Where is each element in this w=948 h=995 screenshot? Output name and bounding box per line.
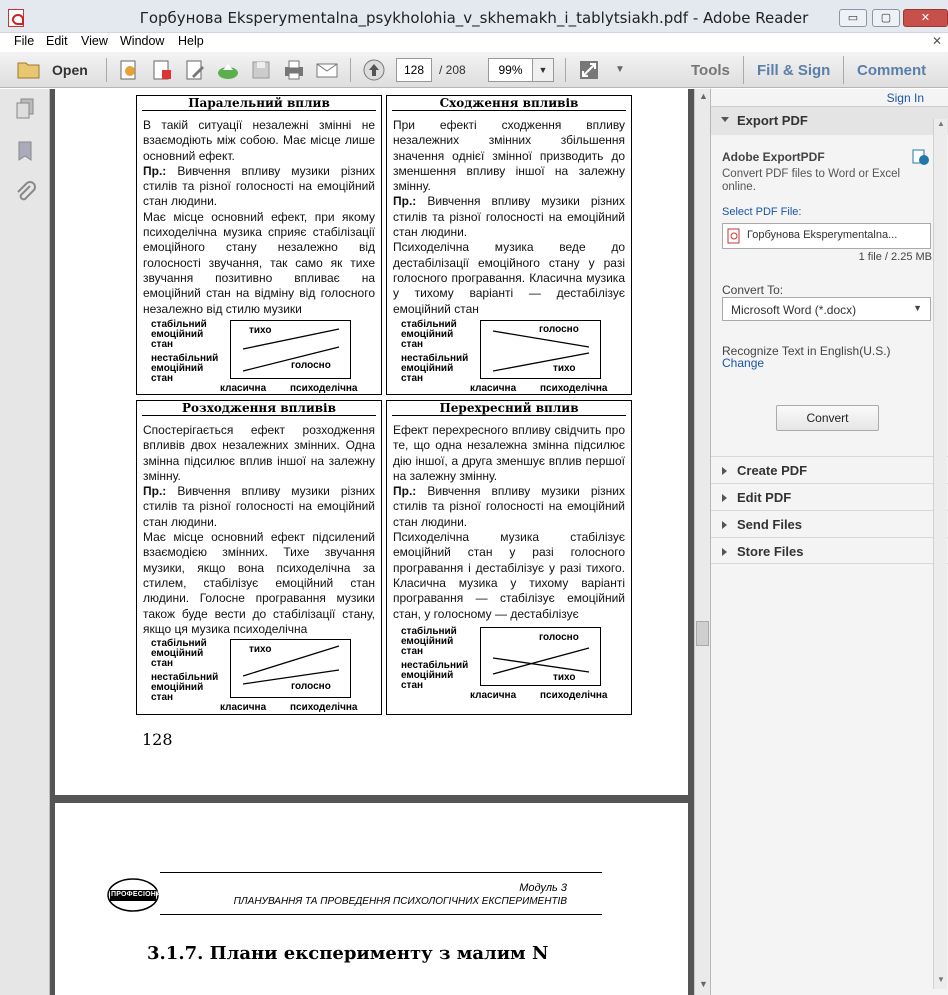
y-label-unstable: нестабільний емоційний стан <box>151 353 219 384</box>
x-label-classical: класична <box>470 690 517 701</box>
y-label-unstable: нестабільний емоційний стан <box>401 353 469 384</box>
navigation-pane <box>0 89 50 995</box>
y-label-unstable: нестабільний емоційний стан <box>151 672 219 703</box>
x-label-psychedelic: психоделічна <box>290 383 358 394</box>
open-folder-icon[interactable] <box>16 58 42 82</box>
panel-intro: Ефект перехресного впливу свідчить про те, що одна незалежна змінна підсилює дію іншої, а друга зменшує вплив першої на залежну змінну. <box>393 423 625 483</box>
page-number: 128 <box>142 730 173 749</box>
y-label-stable: стабільний емоційний стан <box>401 626 457 657</box>
create-pdf-label: Create PDF <box>737 463 808 478</box>
line-label-loud: голосно <box>539 632 579 643</box>
page-number-input[interactable] <box>396 58 432 82</box>
edit-pdf-icon[interactable] <box>183 58 207 82</box>
tab-fill-sign[interactable]: Fill & Sign <box>757 62 831 79</box>
window-title: Горбунова Eksperymentalna_psykholohia_v_skhemakh_i_tablytsiakh.pdf - Adobe Reader <box>139 9 809 27</box>
menu-edit[interactable]: Edit <box>46 34 68 48</box>
create-pdf-section[interactable] <box>711 456 948 483</box>
edit-pdf-section[interactable] <box>711 483 948 510</box>
panel-intro: Спостерігається ефект розходження впливів двох незалежних змінних. Одна змінна підсилює вплив іншої на залежну змінну. <box>143 423 375 483</box>
send-files-label: Send Files <box>737 517 803 532</box>
scroll-up-icon[interactable]: ▲ <box>699 91 708 101</box>
expanded-arrow-icon <box>721 117 729 122</box>
chevron-down-icon: ▼ <box>913 303 922 313</box>
export-pdf-header[interactable] <box>711 107 948 135</box>
plot-area <box>480 320 601 379</box>
page-thumbnails-icon[interactable] <box>14 97 38 126</box>
collapsed-arrow-icon <box>722 467 727 475</box>
tab-tools[interactable]: Tools <box>691 62 730 79</box>
fit-page-icon[interactable] <box>577 58 601 82</box>
plot-area <box>480 627 601 686</box>
line-label-quiet: тихо <box>249 644 272 655</box>
line-label-quiet: тихо <box>553 672 576 683</box>
example-prefix: Пр.: <box>143 484 167 499</box>
menu-help[interactable]: Help <box>178 34 204 48</box>
export-pdf-icon[interactable] <box>150 58 174 82</box>
convert-to-value: Microsoft Word (*.docx) <box>731 303 857 317</box>
change-language-link[interactable]: Change <box>722 356 765 370</box>
toolbar-options-icon[interactable]: ▼ <box>615 64 625 75</box>
panel-body: Психоделічна музика веде до дестабілізації емоційного стану у разі голосного програвання. Класична музика у тихому варіанті — дестабілізує емоційний стан <box>393 240 625 316</box>
close-document-icon[interactable]: ✕ <box>931 34 942 48</box>
panel-cross-influence <box>386 400 632 715</box>
module-title: ПЛАНУВАННЯ ТА ПРОВЕДЕННЯ ПСИХОЛОГІЧНИХ ЕКСПЕРИМЕНТІВ <box>233 896 567 907</box>
scroll-down-icon[interactable]: ▼ <box>699 979 708 989</box>
scroll-up-icon[interactable]: ▲ <box>937 119 945 128</box>
previous-page-icon[interactable] <box>362 58 386 82</box>
panel-title: Розходження впливів <box>142 401 376 416</box>
plot-area <box>230 320 351 379</box>
open-button[interactable]: Open <box>52 62 88 78</box>
pdf-page-129 <box>55 803 688 995</box>
x-label-classical: класична <box>220 383 267 394</box>
panel-title: Сходження впливів <box>392 96 626 111</box>
y-label-stable: стабільний емоційний стан <box>151 638 207 669</box>
bookmarks-icon[interactable] <box>14 139 38 168</box>
zoom-input[interactable] <box>488 58 532 82</box>
example-text: Вивчення впливу музики різних стилів та різної голосності на емоційний стан людини. <box>143 163 375 209</box>
module-label: Модуль 3 <box>519 882 567 894</box>
x-label-classical: класична <box>220 702 267 713</box>
example-prefix: Пр.: <box>143 163 167 178</box>
tools-panel <box>710 89 948 995</box>
maximize-button[interactable]: ▢ <box>872 9 900 27</box>
line-label-loud: голосно <box>291 360 331 371</box>
vertical-scrollbar[interactable] <box>694 89 710 995</box>
menu-window[interactable]: Window <box>120 34 165 48</box>
title-bar <box>0 0 948 33</box>
line-label-quiet: тихо <box>249 325 272 336</box>
zoom-dropdown-icon[interactable]: ▼ <box>532 58 554 82</box>
y-label-unstable: нестабільний емоційний стан <box>401 660 469 691</box>
selected-file-field[interactable] <box>722 223 931 249</box>
minimize-button[interactable]: ▭ <box>839 9 867 27</box>
tab-comment[interactable]: Comment <box>857 62 927 79</box>
collapsed-arrow-icon <box>722 494 727 502</box>
send-files-section[interactable] <box>711 510 948 537</box>
menu-view[interactable]: View <box>81 34 108 48</box>
selected-file-name: Горбунова Eksperymentalna... <box>747 229 898 241</box>
logo-text: ПРОФЕСІОНАЛ <box>111 891 167 898</box>
publisher-logo <box>106 877 167 913</box>
example-prefix: Пр.: <box>393 194 417 209</box>
export-pdf-title: Export PDF <box>737 113 808 128</box>
select-file-label: Select PDF File: <box>722 206 802 218</box>
convert-button[interactable]: Convert <box>776 405 879 431</box>
pdf-file-icon <box>727 228 741 249</box>
scroll-down-icon[interactable]: ▼ <box>937 975 945 984</box>
panel-intro: При ефекті сходження впливу незалежних змінних збільшення значення однієї змінної призводить до зменшення впливу іншої на залежну змінну. <box>393 118 625 194</box>
y-label-stable: стабільний емоційний стан <box>401 319 457 350</box>
save-icon[interactable] <box>249 58 273 82</box>
example-prefix: Пр.: <box>393 484 417 499</box>
store-files-section[interactable] <box>711 537 948 564</box>
section-heading: 3.1.7. Плани експерименту з малим N <box>147 943 549 964</box>
close-button[interactable]: ✕ <box>903 9 948 27</box>
panel-intro: В такій ситуації незалежні змінні не взаємодіють між собою. Має місце лише основний ефект. <box>143 118 375 163</box>
panel-title: Паралельний вплив <box>142 96 376 111</box>
toolbar <box>0 52 948 88</box>
example-text: Вивчення впливу музики різних стилів та різної голосності на емоційний стан людини. <box>393 194 625 240</box>
panel-convergence-influence <box>386 95 632 395</box>
create-pdf-icon[interactable] <box>117 58 141 82</box>
example-text: Вивчення впливу музики різних стилів та різної голосності на емоційний стан людини. <box>143 484 375 529</box>
cloud-upload-icon[interactable] <box>216 58 240 82</box>
print-icon[interactable] <box>282 58 306 82</box>
store-files-label: Store Files <box>737 544 804 559</box>
menu-file[interactable]: File <box>14 34 35 48</box>
file-info: 1 file / 2.25 MB <box>858 251 932 263</box>
x-label-psychedelic: психоделічна <box>290 702 358 713</box>
export-product-name: Adobe ExportPDF <box>722 150 825 164</box>
panel-body: Психоделічна музика стабілізує емоційний стан у разі голосного програвання і дестабілізує у разі тихого. Класична музика у тихому варіанті програвання — стабілізує емоційний стан, у голосному — дестабілізує <box>393 530 625 621</box>
line-label-loud: голосно <box>291 681 331 692</box>
x-label-psychedelic: психоделічна <box>540 690 608 701</box>
convert-to-label: Convert To: <box>722 283 784 297</box>
email-icon[interactable] <box>315 58 339 82</box>
panel-parallel-influence <box>136 95 382 395</box>
recognize-text-label: Recognize Text in English(U.S.) <box>722 344 891 358</box>
export-description: Convert PDF files to Word or Excel online. <box>722 168 901 193</box>
attachments-icon[interactable] <box>14 181 38 210</box>
page-total: / 208 <box>439 63 466 77</box>
panel-divergence-influence <box>136 400 382 715</box>
collapsed-arrow-icon <box>722 521 727 529</box>
collapsed-arrow-icon <box>722 548 727 556</box>
pdf-page-128 <box>55 89 688 795</box>
line-label-quiet: тихо <box>553 363 576 374</box>
example-text: Вивчення впливу музики різних стилів та різної голосності на емоційний стан людини. <box>393 484 625 529</box>
scroll-thumb[interactable] <box>696 621 709 646</box>
menu-bar <box>0 33 948 52</box>
edit-pdf-label: Edit PDF <box>737 490 792 505</box>
line-label-loud: голосно <box>539 324 579 335</box>
panel-body: Має місце основний ефект підсилений взаємодією змінних. Тихе звучання музики, якщо вона психоделічна за стилем, стабілізує емоційний стан людини. Голосне програвання музики також буде вести до стабілізації стану, якщо ця музика психоделічна <box>143 530 375 636</box>
y-label-stable: стабільний емоційний стан <box>151 319 207 350</box>
x-label-classical: класична <box>470 383 517 394</box>
plot-area <box>230 639 351 698</box>
sign-in-link[interactable]: Sign In <box>886 91 924 105</box>
convert-to-select[interactable] <box>722 297 931 321</box>
x-label-psychedelic: психоделічна <box>540 383 608 394</box>
panel-body: Має місце основний ефект, при якому психоделічна музика сприяє стабілізації емоційного стану незалежно від голосності звучання, так само як тихе звучання позитивно впливає на емоційний стан на відміну від голосного незалежно від стилю музики <box>143 209 375 316</box>
panel-scrollbar[interactable] <box>933 119 947 989</box>
panel-title: Перехресний вплив <box>392 401 626 416</box>
